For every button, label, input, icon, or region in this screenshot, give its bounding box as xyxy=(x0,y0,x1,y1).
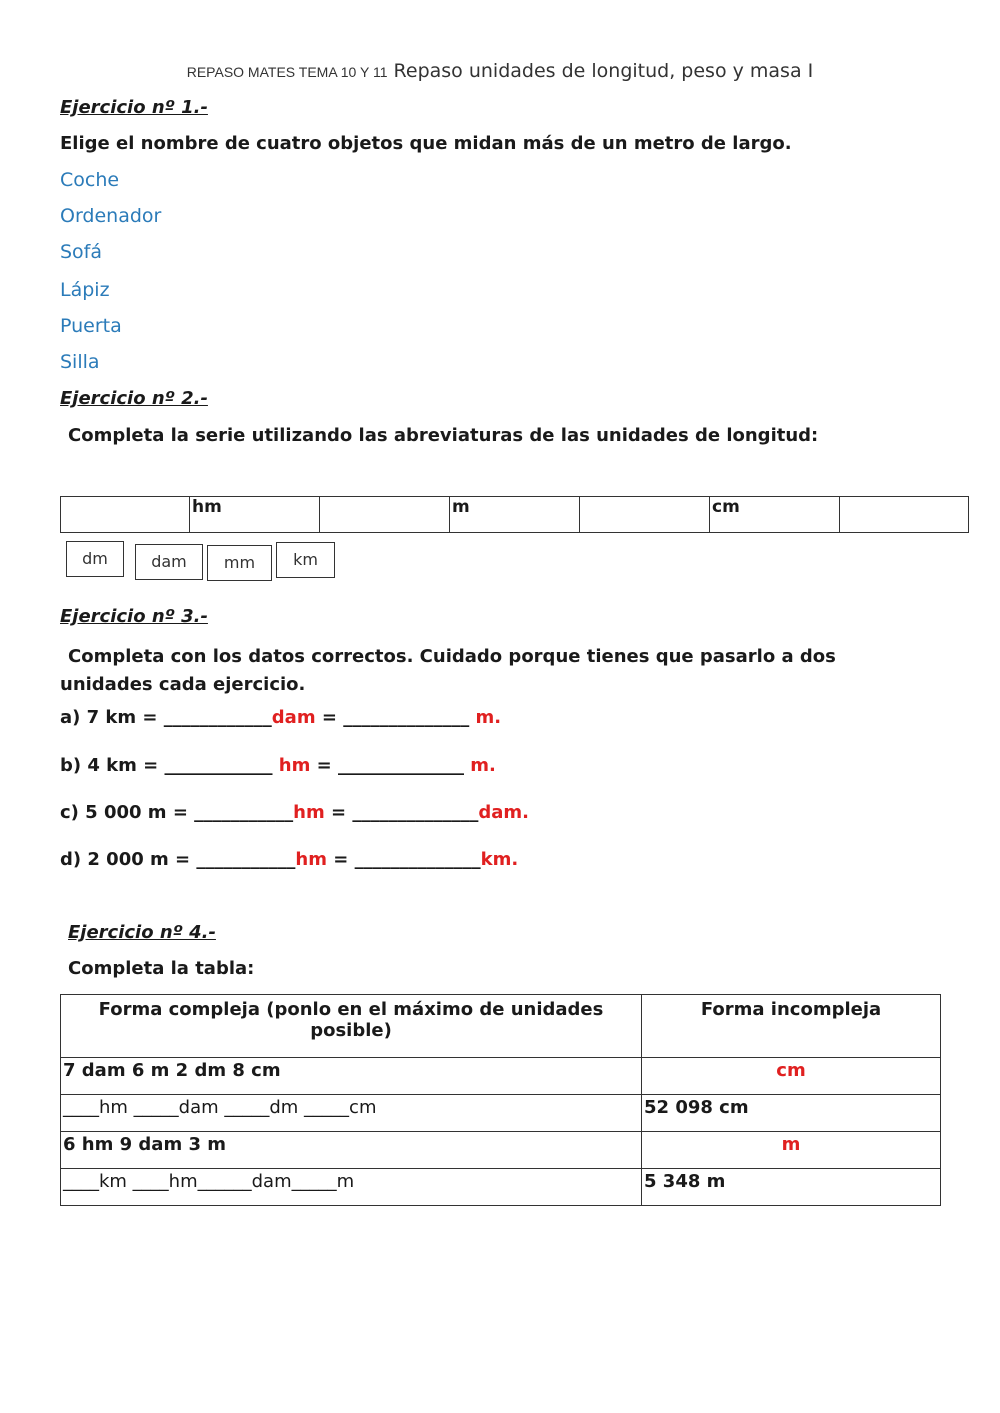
ex3-instruction: Completa con los datos correctos. Cuidado porque tienes que pasarlo a dos unidades cada ejercicio. xyxy=(60,646,836,695)
option-silla[interactable]: Silla xyxy=(60,351,100,373)
item-c-unit2: dam. xyxy=(478,802,529,823)
series-table xyxy=(60,496,969,533)
ex2-instruction: Completa la serie utilizando las abreviaturas de las unidades de longitud: xyxy=(68,425,819,446)
item-a-unit1: dam xyxy=(271,707,316,728)
worksheet-header xyxy=(0,60,1000,82)
series-cell[interactable] xyxy=(580,497,710,533)
series-cell: m xyxy=(450,497,580,533)
item-b-prefix[interactable]: b) 4 km = ____________ xyxy=(60,755,279,776)
row2-right: 52 098 cm xyxy=(642,1095,941,1132)
row4-right: 5 348 m xyxy=(642,1169,941,1206)
chip-mm[interactable]: mm xyxy=(207,545,272,581)
item-d-unit2: km. xyxy=(480,849,519,870)
ex3-item-d xyxy=(60,849,518,870)
header-title: Repaso unidades de longitud, peso y masa I xyxy=(393,60,814,82)
option-sofa[interactable]: Sofá xyxy=(60,241,103,263)
chip-dm[interactable]: dm xyxy=(66,541,124,577)
item-a-unit2: m. xyxy=(475,707,502,728)
ex4-heading: Ejercicio nº 4.- xyxy=(68,922,216,943)
series-cell[interactable] xyxy=(840,497,969,533)
item-d-mid[interactable]: = ______________ xyxy=(326,849,481,870)
chip-km[interactable]: km xyxy=(276,542,335,578)
item-b-unit1: hm xyxy=(278,755,311,776)
option-lapiz[interactable]: Lápiz xyxy=(60,279,110,301)
row3-left: 6 hm 9 dam 3 m xyxy=(61,1132,642,1169)
series-cell[interactable] xyxy=(320,497,450,533)
series-cell: hm xyxy=(190,497,320,533)
row3-right[interactable]: m xyxy=(642,1132,941,1169)
item-b-unit2: m. xyxy=(470,755,496,776)
table-row xyxy=(61,1132,941,1169)
ex3-item-c xyxy=(60,802,529,823)
ex1-heading: Ejercicio nº 1.- xyxy=(60,97,208,118)
item-a-prefix[interactable]: a) 7 km = ____________ xyxy=(60,707,272,728)
ex4-instruction: Completa la tabla: xyxy=(68,958,255,979)
ex3-item-b xyxy=(60,755,496,776)
item-d-unit1: hm xyxy=(295,849,327,870)
ex1-instruction: Elige el nombre de cuatro objetos que midan más de un metro de largo. xyxy=(60,133,792,154)
item-c-unit1: hm xyxy=(293,802,325,823)
row2-left[interactable]: ____hm _____dam _____dm _____cm xyxy=(61,1095,642,1132)
ex2-heading: Ejercicio nº 2.- xyxy=(60,388,208,409)
table-row xyxy=(61,1058,941,1095)
item-a-mid[interactable]: = ______________ xyxy=(315,707,476,728)
ex3-heading: Ejercicio nº 3.- xyxy=(60,606,208,627)
series-cell[interactable] xyxy=(61,497,190,533)
col-header-compleja: Forma compleja (ponlo en el máximo de unidades posible) xyxy=(61,995,642,1058)
table-row xyxy=(61,1169,941,1206)
col-header-incompleja: Forma incompleja xyxy=(642,995,941,1058)
option-puerta[interactable]: Puerta xyxy=(60,315,122,337)
item-d-prefix[interactable]: d) 2 000 m = ___________ xyxy=(60,849,296,870)
row1-left: 7 dam 6 m 2 dm 8 cm xyxy=(61,1058,642,1095)
row4-left[interactable]: ____km ____hm______dam_____m xyxy=(61,1169,642,1206)
item-b-mid[interactable]: = ______________ xyxy=(310,755,471,776)
ex3-item-a xyxy=(60,707,501,728)
header-prefix: REPASO MATES TEMA 10 Y 11 xyxy=(186,64,388,80)
chip-dam[interactable]: dam xyxy=(135,544,203,580)
row1-right[interactable]: cm xyxy=(642,1058,941,1095)
conversion-table xyxy=(60,994,941,1206)
item-c-prefix[interactable]: c) 5 000 m = ___________ xyxy=(60,802,294,823)
series-cell: cm xyxy=(710,497,840,533)
option-coche[interactable]: Coche xyxy=(60,169,120,191)
option-ordenador[interactable]: Ordenador xyxy=(60,205,162,227)
item-c-mid[interactable]: = ______________ xyxy=(324,802,479,823)
table-row xyxy=(61,1095,941,1132)
